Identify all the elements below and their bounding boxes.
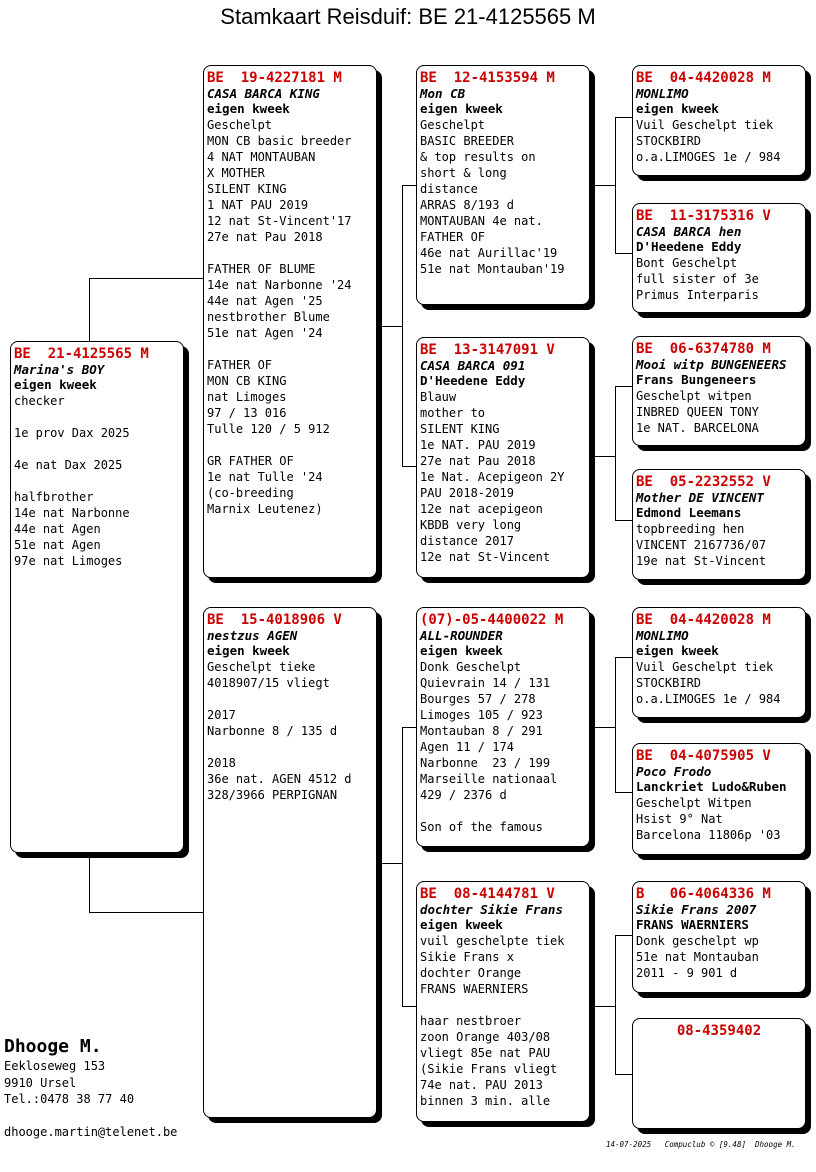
ring-number: BE 11-3175316 V — [636, 208, 771, 224]
detail-line: 12e nat St-Vincent — [420, 550, 551, 564]
card-details — [420, 933, 586, 1109]
breeder-email[interactable]: dhooge.martin@telenet.be — [4, 1125, 178, 1139]
pigeon-name: dochter Sikie Frans — [420, 902, 563, 917]
detail-line: 51e nat Agen '24 — [207, 326, 323, 340]
detail-line: 4 NAT MONTAUBAN — [207, 150, 316, 164]
detail-line: STOCKBIRD — [636, 134, 702, 148]
connector — [615, 1074, 632, 1075]
detail-line: GR FATHER OF — [207, 454, 294, 468]
detail-line: 46e nat Aurillac'19 — [420, 246, 558, 260]
breeder-city: 9910 Ursel — [4, 1075, 77, 1090]
ring-number: BE 15-4018906 V — [207, 612, 342, 628]
detail-line: Vuil Geschelpt tiek — [636, 118, 774, 132]
pedigree-card-fmm[interactable] — [632, 469, 806, 580]
card-details — [207, 117, 373, 517]
detail-line: 429 / 2376 d — [420, 788, 507, 802]
ring-number: BE 06-6374780 M — [636, 341, 771, 357]
detail-line — [207, 245, 373, 261]
pedigree-card-mff[interactable] — [632, 607, 806, 718]
pigeon-owner: D'Heedene Eddy — [636, 239, 742, 254]
pedigree-card-fm[interactable] — [416, 337, 590, 578]
detail-line: 1e nat Tulle '24 — [207, 470, 323, 484]
ring-number: BE 19-4227181 M — [207, 70, 342, 86]
detail-line: Donk Geschelpt — [420, 660, 522, 674]
pedigree-card-mfm[interactable] — [632, 743, 806, 855]
detail-line: Quievrain 14 / 131 — [420, 676, 551, 690]
detail-line: 12e nat acepigeon — [420, 502, 543, 516]
connector — [589, 456, 615, 457]
card-details — [14, 393, 180, 569]
detail-line: halfbrother — [14, 490, 94, 504]
detail-line: binnen 3 min. alle — [420, 1094, 551, 1108]
detail-line: SILENT KING — [207, 182, 287, 196]
connector — [402, 466, 416, 467]
pedigree-card-father[interactable] — [203, 65, 377, 578]
connector — [615, 935, 616, 1075]
detail-line: MON CB KING — [207, 374, 287, 388]
breeder-phone: Tel.:0478 38 77 40 — [4, 1092, 135, 1106]
card-details — [207, 659, 373, 803]
pedigree-card-fff[interactable] — [632, 65, 806, 176]
detail-line: Montauban 8 / 291 — [420, 724, 543, 738]
detail-line: 44e nat Agen — [14, 522, 101, 536]
detail-line: 1e NAT. PAU 2019 — [420, 438, 536, 452]
detail-line — [14, 473, 180, 489]
connector — [615, 386, 616, 521]
ring-number: BE 13-3147091 V — [420, 342, 555, 358]
detail-line: 1 NAT PAU 2019 — [207, 198, 309, 212]
pigeon-name: CASA BARCA hen — [636, 224, 742, 239]
connector — [89, 278, 203, 279]
ring-number: BE 04-4075905 V — [636, 748, 771, 764]
pigeon-owner: D'Heedene Eddy — [420, 373, 526, 388]
card-details — [420, 659, 586, 835]
card-details — [636, 255, 802, 303]
connector — [589, 1006, 615, 1007]
ring-number: BE 04-4420028 M — [636, 612, 771, 628]
detail-line: FATHER OF BLUME — [207, 262, 316, 276]
ring-number: BE 12-4153594 M — [420, 70, 555, 86]
pigeon-owner: eigen kweek — [636, 101, 719, 116]
detail-line: 36e nat. AGEN 4512 d — [207, 772, 352, 786]
detail-line: Donk geschelpt wp — [636, 934, 759, 948]
pigeon-name: Sikie Frans 2007 — [636, 902, 757, 917]
detail-line — [420, 997, 586, 1013]
detail-line: PAU 2018-2019 — [420, 486, 514, 500]
connector — [89, 278, 90, 342]
detail-line: 74e nat. PAU 2013 — [420, 1078, 543, 1092]
card-details — [636, 117, 802, 165]
pigeon-owner: eigen kweek — [636, 643, 719, 658]
detail-line: Agen 11 / 174 — [420, 740, 514, 754]
detail-line: Narbonne 23 / 199 — [420, 756, 551, 770]
detail-line: 2018 — [207, 756, 236, 770]
detail-line: Geschelpt — [420, 118, 486, 132]
detail-line: vuil geschelpte tiek — [420, 934, 565, 948]
detail-line: nat Limoges — [207, 390, 287, 404]
breeder-name: Dhooge M. — [4, 1036, 102, 1057]
connector — [402, 727, 416, 728]
detail-line: 97 / 13 016 — [207, 406, 287, 420]
ring-number: BE 05-2232552 V — [636, 474, 771, 490]
connector — [402, 185, 416, 186]
detail-line: Vuil Geschelpt tiek — [636, 660, 774, 674]
pigeon-owner: Frans Bungeneers — [636, 372, 757, 387]
pigeon-name: Marina's BOY — [14, 362, 105, 377]
ring-number: BE 21-4125565 M — [14, 346, 149, 362]
connector — [89, 912, 203, 913]
connector — [589, 185, 615, 186]
detail-line: Geschelpt tieke — [207, 660, 316, 674]
detail-line: KBDB very long — [420, 518, 522, 532]
pedigree-card-mm[interactable] — [416, 881, 590, 1122]
detail-line — [207, 739, 373, 755]
connector — [402, 727, 403, 1007]
detail-line — [207, 341, 373, 357]
detail-line: MON CB basic breeder — [207, 134, 352, 148]
detail-line: Bont Geschelpt — [636, 256, 738, 270]
detail-line: checker — [14, 394, 65, 408]
detail-line: X MOTHER — [207, 166, 265, 180]
connector — [615, 792, 632, 793]
connector — [615, 935, 632, 936]
pedigree-card-ff[interactable] — [416, 65, 590, 305]
breeder-address: Eekloseweg 153 — [4, 1059, 106, 1073]
detail-line: 27e nat Pau 2018 — [207, 230, 323, 244]
detail-line — [14, 409, 180, 425]
detail-line — [14, 441, 180, 457]
pigeon-owner: eigen kweek — [207, 101, 290, 116]
pigeon-name: Mother DE VINCENT — [636, 490, 764, 505]
connector — [615, 657, 616, 793]
detail-line: & top results on — [420, 150, 536, 164]
detail-line: FATHER OF — [420, 230, 486, 244]
pedigree-card-subject[interactable] — [10, 341, 184, 853]
detail-line: 328/3966 PERPIGNAN — [207, 788, 338, 802]
connector — [615, 657, 632, 658]
breeder-info — [4, 1036, 134, 1108]
detail-line: 14e nat Narbonne '24 — [207, 278, 352, 292]
detail-line: Primus Interparis — [636, 288, 759, 302]
detail-line: Son of the famous — [420, 820, 543, 834]
pigeon-owner: eigen kweek — [14, 377, 97, 392]
detail-line: FRANS WAERNIERS — [420, 982, 529, 996]
detail-line: (Sikie Frans vliegt — [420, 1062, 558, 1076]
connector — [615, 253, 632, 254]
detail-line: short & long — [420, 166, 507, 180]
detail-line: Geschelpt — [207, 118, 273, 132]
detail-line: o.a.LIMOGES 1e / 984 — [636, 150, 781, 164]
detail-line: topbreeding hen — [636, 522, 745, 536]
detail-line: Limoges 105 / 923 — [420, 708, 543, 722]
detail-line: MONTAUBAN 4e nat. — [420, 214, 543, 228]
detail-line: 1e Nat. Acepigeon 2Y — [420, 470, 565, 484]
pedigree-card-ffm[interactable] — [632, 203, 806, 313]
detail-line: 14e nat Narbonne — [14, 506, 130, 520]
pigeon-owner: Lanckriet Ludo&Ruben — [636, 779, 787, 794]
card-details — [636, 388, 802, 436]
connector — [89, 853, 90, 913]
card-details — [636, 795, 802, 843]
pedigree-card-fmf[interactable] — [632, 336, 806, 446]
detail-line: Geschelpt Witpen — [636, 796, 752, 810]
card-details — [420, 117, 586, 277]
detail-line: 1e prov Dax 2025 — [14, 426, 130, 440]
connector — [376, 326, 402, 327]
detail-line — [207, 437, 373, 453]
ring-number: 08-4359402 — [676, 1023, 762, 1039]
detail-line: Blauw — [420, 390, 457, 404]
detail-line: 27e nat Pau 2018 — [420, 454, 536, 468]
connector — [615, 386, 632, 387]
pigeon-name: Mooi witp BUNGENEERS — [636, 357, 787, 372]
detail-line — [420, 803, 586, 819]
detail-line: 44e nat Agen '25 — [207, 294, 323, 308]
detail-line: ARRAS 8/193 d — [420, 198, 514, 212]
page-title: Stamkaart Reisduif: BE 21-4125565 M — [220, 4, 596, 29]
detail-line: 19e nat St-Vincent — [636, 554, 767, 568]
card-details — [636, 521, 802, 569]
detail-line: Tulle 120 / 5 912 — [207, 422, 330, 436]
pigeon-name: CASA BARCA 091 — [420, 358, 526, 373]
detail-line: 51e nat Agen — [14, 538, 101, 552]
ring-number: BE 04-4420028 M — [636, 70, 771, 86]
detail-line: 2017 — [207, 708, 236, 722]
detail-line: Geschelpt witpen — [636, 389, 752, 403]
connector — [589, 727, 615, 728]
detail-line: SILENT KING — [420, 422, 500, 436]
card-details — [636, 659, 802, 707]
detail-line: 51e nat Montauban'19 — [420, 262, 565, 276]
detail-line: STOCKBIRD — [636, 676, 702, 690]
detail-line: 51e nat Montauban — [636, 950, 759, 964]
pedigree-card-mmf[interactable] — [632, 881, 806, 993]
pigeon-name: CASA BARCA KING — [207, 86, 320, 101]
detail-line: dochter Orange — [420, 966, 522, 980]
detail-line: Barcelona 11806p '03 — [636, 828, 781, 842]
pigeon-owner: eigen kweek — [420, 643, 503, 658]
pigeon-name: MONLIMO — [636, 628, 689, 643]
detail-line: 97e nat Limoges — [14, 554, 123, 568]
detail-line: 12 nat St-Vincent'17 — [207, 214, 352, 228]
connector — [402, 185, 403, 467]
detail-line: Marseille nationaal — [420, 772, 558, 786]
detail-line: INBRED QUEEN TONY — [636, 405, 759, 419]
detail-line: Marnix Leutenez) — [207, 502, 323, 516]
connector — [615, 520, 632, 521]
detail-line: 4018907/15 vliegt — [207, 676, 330, 690]
pigeon-name: MONLIMO — [636, 86, 689, 101]
detail-line: Bourges 57 / 278 — [420, 692, 536, 706]
detail-line: VINCENT 2167736/07 — [636, 538, 767, 552]
detail-line: nestbrother Blume — [207, 310, 330, 324]
ring-number: BE 08-4144781 V — [420, 886, 555, 902]
detail-line: distance 2017 — [420, 534, 514, 548]
detail-line: Narbonne 8 / 135 d — [207, 724, 338, 738]
detail-line: 2011 - 9 901 d — [636, 966, 738, 980]
pigeon-owner: eigen kweek — [207, 643, 290, 658]
card-details — [636, 933, 802, 981]
connector — [615, 117, 616, 254]
detail-line: vliegt 85e nat PAU — [420, 1046, 551, 1060]
ring-number: B 06-4064336 M — [636, 886, 771, 902]
connector — [376, 863, 402, 864]
detail-line: zoon Orange 403/08 — [420, 1030, 551, 1044]
ring-number: (07)-05-4400022 M — [420, 612, 564, 628]
detail-line — [207, 691, 373, 707]
pigeon-name: nestzus AGEN — [207, 628, 298, 643]
detail-line: Hsist 9° Nat — [636, 812, 723, 826]
detail-line: Sikie Frans x — [420, 950, 514, 964]
detail-line: distance — [420, 182, 478, 196]
pigeon-owner: eigen kweek — [420, 101, 503, 116]
pigeon-name: Mon CB — [420, 86, 466, 101]
detail-line: mother to — [420, 406, 486, 420]
pigeon-owner: eigen kweek — [420, 917, 503, 932]
detail-line: full sister of 3e — [636, 272, 759, 286]
pedigree-card-mf[interactable] — [416, 607, 590, 847]
connector — [615, 117, 632, 118]
detail-line: FATHER OF — [207, 358, 273, 372]
print-footer: 14-07-2025 Compuclub © [9.48] Dhooge M. — [606, 1140, 796, 1149]
pigeon-name: ALL-ROUNDER — [420, 628, 503, 643]
connector — [402, 1006, 416, 1007]
pigeon-owner: Edmond Leemans — [636, 505, 742, 520]
pigeon-owner: FRANS WAERNIERS — [636, 917, 749, 932]
card-details — [420, 389, 586, 565]
detail-line: 1e NAT. BARCELONA — [636, 421, 759, 435]
detail-line: BASIC BREEDER — [420, 134, 514, 148]
pigeon-name: Poco Frodo — [636, 764, 712, 779]
pedigree-card-mother[interactable] — [203, 607, 377, 1118]
detail-line: 4e nat Dax 2025 — [14, 458, 123, 472]
detail-line: haar nestbroer — [420, 1014, 522, 1028]
detail-line: (co-breeding — [207, 486, 294, 500]
pedigree-card-mmm[interactable] — [632, 1018, 806, 1129]
detail-line: o.a.LIMOGES 1e / 984 — [636, 692, 781, 706]
